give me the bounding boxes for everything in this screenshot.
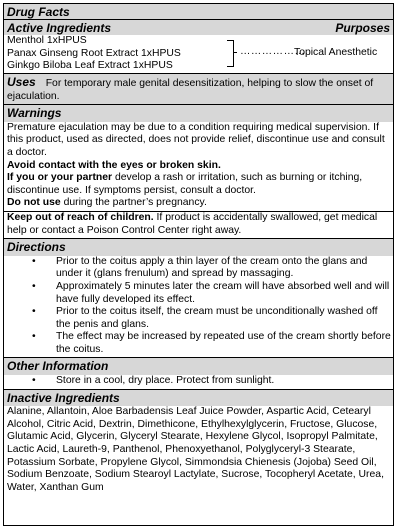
purpose-text: Topical Anesthetic	[294, 47, 378, 58]
other-information-item: • Store in a cool, dry place. Protect from sunlight.	[32, 375, 275, 387]
inactive-ingredients-header	[4, 389, 393, 407]
bullet-icon: •	[32, 331, 36, 343]
warnings-bold-text: Avoid contact with the eyes or broken skin.	[7, 159, 221, 171]
inactive-ingredients-body	[4, 406, 393, 494]
warnings-paragraph: Premature ejaculation may be due to a condition requiring medical supervision. If this product, used as directed, does not provide relief, discontinue use and consult a doctor.	[7, 121, 385, 158]
warnings-heading: Warnings	[7, 106, 62, 121]
other-information-heading: Other Information	[7, 359, 109, 374]
keep-out-section	[4, 211, 393, 238]
bullet-icon: •	[32, 255, 36, 267]
other-information-header	[4, 357, 393, 375]
active-ingredient-item: Menthol 1xHPUS	[7, 35, 87, 46]
other-information-list	[4, 375, 393, 389]
uses-text: For temporary male genital desensitization, helping to slow the onset of ejaculation.	[7, 78, 374, 102]
active-ingredient-item: Ginkgo Biloba Leaf Extract 1xHPUS	[7, 60, 173, 72]
warnings-bold-text: Do not use	[7, 197, 61, 209]
bullet-icon: •	[32, 280, 36, 292]
warnings-text: during the partner’s pregnancy.	[60, 197, 207, 209]
uses-section	[4, 73, 393, 104]
directions-item: • Prior to the coitus apply a thin layer of the cream onto the glans and under it (glans frenulum) and spread by massaging.	[32, 255, 368, 280]
warnings-body	[4, 122, 393, 211]
inactive-ingredients-heading: Inactive Ingredients	[7, 390, 120, 405]
bullet-icon: •	[32, 306, 36, 318]
uses-heading: Uses	[7, 75, 36, 89]
active-ingredients-body	[4, 35, 393, 73]
directions-item: • Prior to the coitus itself, the cream must be unconditionally washed off the penis and glans.	[32, 306, 378, 330]
leader-dots: ………………	[240, 46, 306, 57]
warnings-text: develop a rash or irritation, such as burning or itching, discontinue use. If symptoms persist, consult a doctor.	[7, 172, 363, 196]
drug-facts-title: Drug Facts	[4, 4, 393, 19]
purposes-heading: Purposes	[335, 21, 390, 35]
directions-list	[4, 256, 393, 358]
warnings-header	[4, 104, 393, 122]
active-ingredients-header	[4, 19, 393, 35]
directions-header	[4, 238, 393, 256]
directions-item: • Approximately 5 minutes later the cream will have absorbed well and will have fully developed its effect.	[32, 280, 390, 305]
active-ingredient-item: Panax Ginseng Root Extract 1xHPUS	[7, 47, 181, 59]
directions-heading: Directions	[7, 240, 66, 255]
inactive-ingredients-text: Alanine, Allantoin, Aloe Barbadensis Leaf Juice Powder, Aspartic Acid, Cetearyl Alcohol, Citric Acid, Dextrin, Dimethicone, Ethylhexylglycerin, Fructose, Glucose, Glutamic Acid, Glycerin, Glyceryl Stearate, Hexylene Glycol, Isopropyl Palmitate, Lactic Acid, Laureth-9, Panthenol, Phenoxyethanol, Polyglyceryl-3 Stearate, Potassium Sorbate, Propylene Glycol, Simmondsia Chienesis (Jojoba) Seed Oil, Sodium Benzoate, Sodium Stearoyl Lactylate, Sucrose, Tocopheryl Acetate, Urea, Water, Xanthan Gum	[7, 406, 384, 493]
warnings-bold-text: If you or your partner	[7, 172, 113, 184]
directions-item: • The effect may be increased by repeated use of the cream shortly before the coitus.	[32, 331, 391, 355]
active-ingredients-heading: Active Ingredients	[7, 21, 112, 35]
keep-out-bold: Keep out of reach of children.	[7, 211, 154, 223]
bracket-connector	[227, 40, 234, 67]
bullet-icon: •	[32, 375, 36, 387]
keep-out-text: If product is accidentally swallowed, get medical help or contact a Poison Control Center right away.	[7, 211, 378, 236]
bracket-stem	[233, 52, 237, 53]
drug-facts-panel	[3, 3, 394, 526]
